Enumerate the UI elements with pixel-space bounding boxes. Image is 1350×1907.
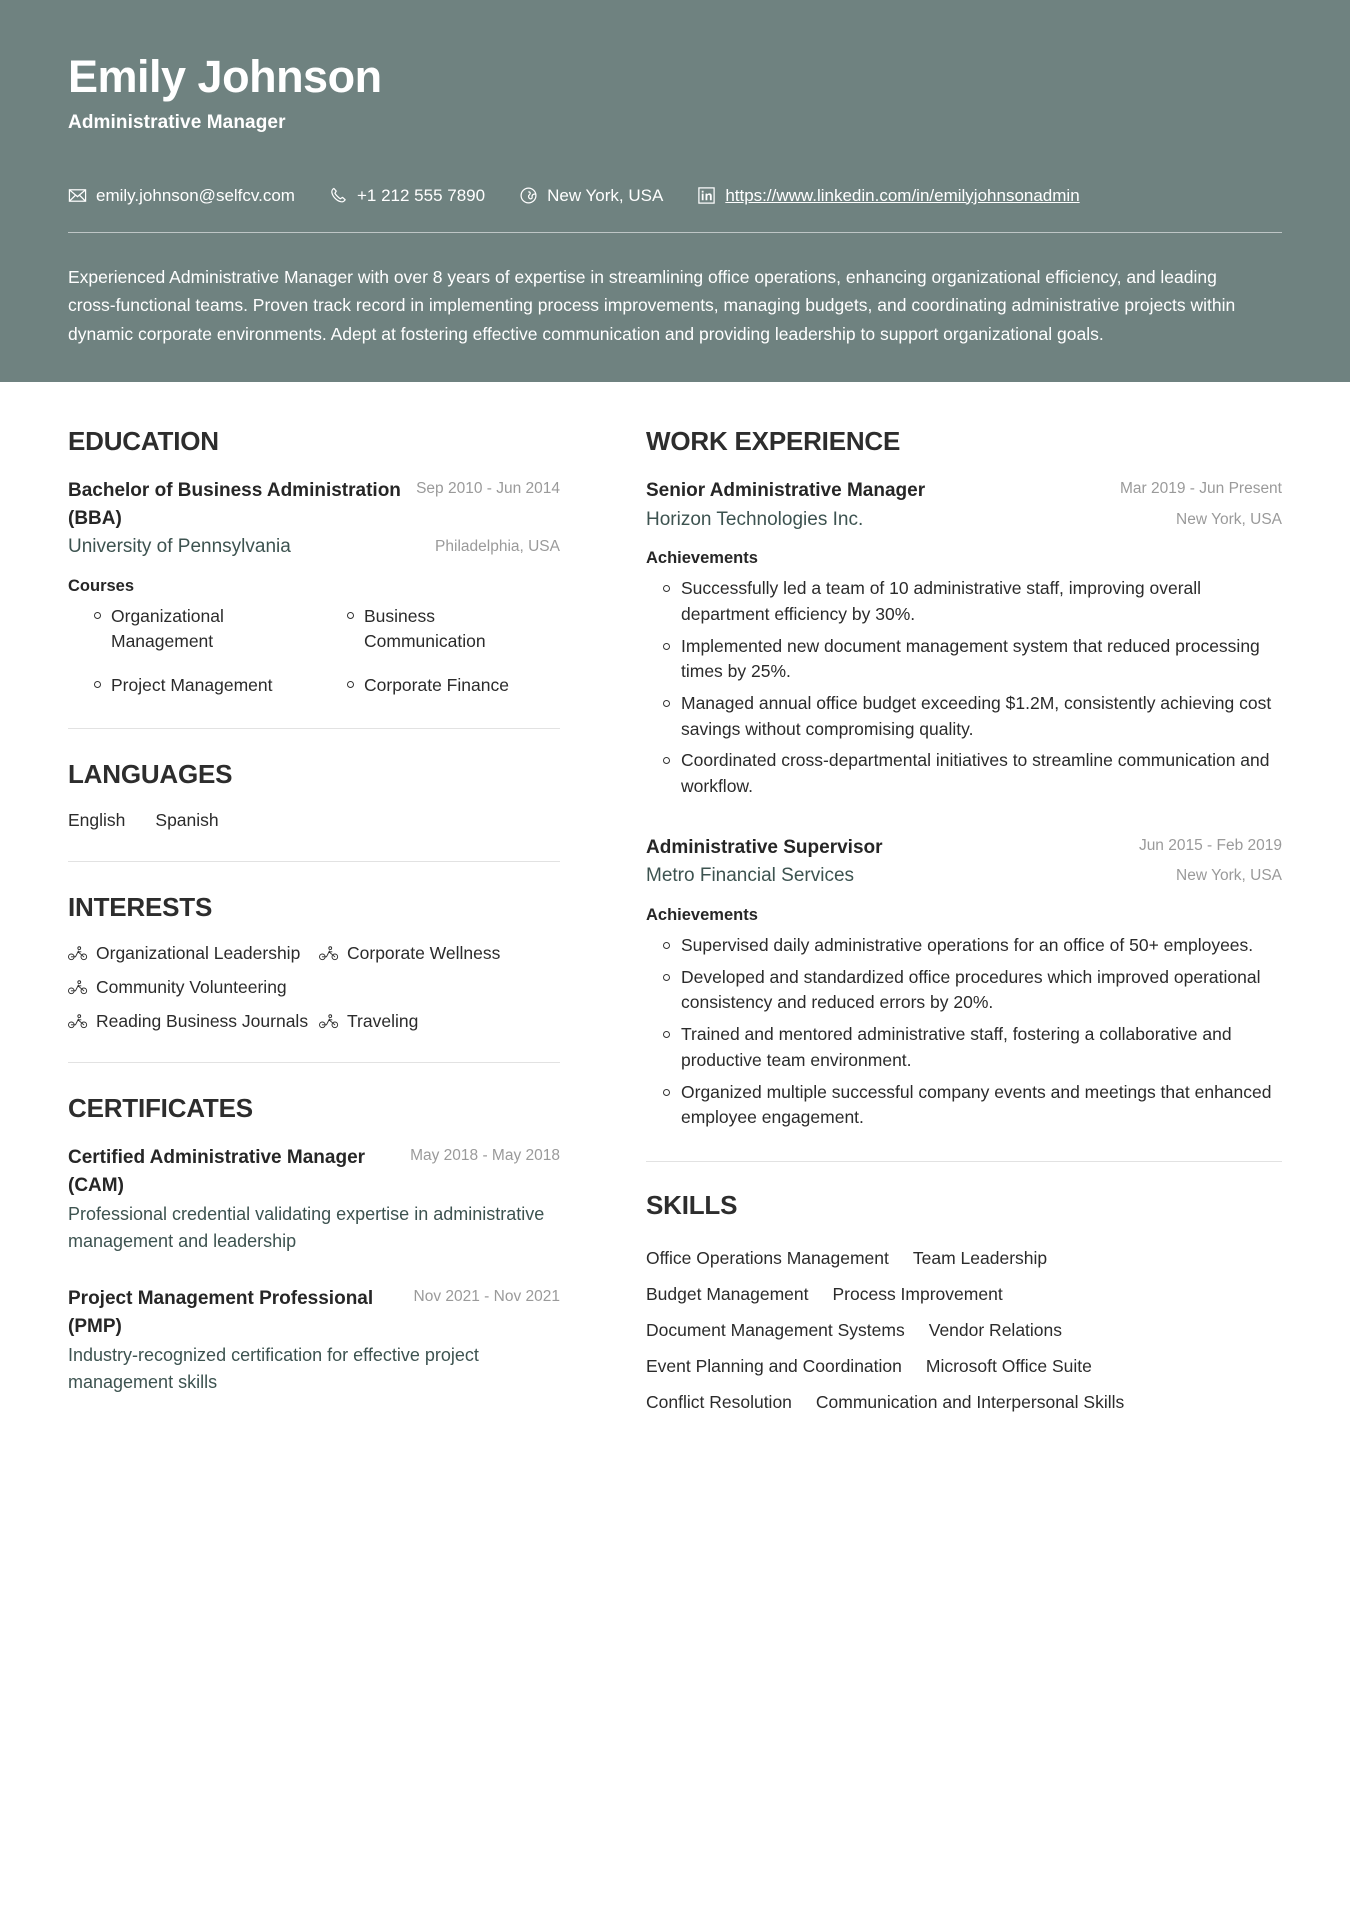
skill-item: Process Improvement [832,1283,1003,1304]
list-item-empty [319,977,560,998]
work-company: Metro Financial Services [646,865,855,887]
interest-label: Organizational Leadership [96,943,301,964]
list-item [646,691,1282,742]
cyclist-icon [319,946,339,962]
skill-item: Microsoft Office Suite [925,1355,1092,1376]
bullet-dot-icon [663,700,670,707]
resume-body [0,382,1350,1420]
interest-label: Traveling [347,1011,419,1032]
section-work-experience [646,426,1282,1131]
achievement-text: Supervised daily administrative operations for an office of 50+ employees. [681,934,1254,955]
contact-location-text: New York, USA [547,185,664,205]
left-column [68,426,578,1420]
cyclist-icon [68,980,88,996]
work-location: New York, USA [1176,510,1282,528]
work-company: Horizon Technologies Inc. [646,508,864,530]
bullet-dot-icon [663,757,670,764]
interest-label: Corporate Wellness [347,943,501,964]
achievement-text: Organized multiple successful company events and meetings that enhanced employee engagement. [681,1081,1272,1128]
section-certificates [68,1093,560,1396]
section-skills [646,1190,1282,1420]
work-date: Jun 2015 - Feb 2019 [1138,836,1282,854]
course-label: Project Management [111,675,273,696]
contact-phone[interactable] [329,186,485,206]
bullet-dot-icon [347,612,354,619]
contact-linkedin-text[interactable]: https://www.linkedin.com/in/emilyjohnsonadmin [725,185,1080,205]
bullet-dot-icon [663,643,670,650]
education-entry [68,477,560,698]
skill-item: Office Operations Management [646,1248,889,1269]
certificate-description: Industry-recognized certification for effective project management skills [68,1345,479,1393]
work-role: Senior Administrative Manager [646,480,926,502]
skill-item: Event Planning and Coordination [646,1355,902,1376]
section-languages [68,759,560,831]
contact-phone-text: +1 212 555 7890 [356,185,486,205]
courses-list [68,604,560,699]
language-item: Spanish [155,810,219,831]
cyclist-icon [68,1014,88,1030]
list-item [646,1022,1282,1073]
education-date: Sep 2010 - Jun 2014 [416,480,560,498]
job-title: Administrative Manager [68,111,286,133]
divider [68,1062,560,1063]
interest-label: Community Volunteering [96,977,287,998]
achievement-text: Developed and standardized office procedures which improved operational consistency and reduced errors by 20%. [681,966,1261,1013]
bullet-dot-icon [663,1089,670,1096]
section-title-certificates: CERTIFICATES [68,1093,253,1124]
work-role: Administrative Supervisor [646,836,883,858]
achievements-label: Achievements [646,549,758,568]
header-divider [68,232,1282,233]
course-label: Corporate Finance [364,675,509,696]
work-date: Mar 2019 - Jun Present [1120,480,1282,498]
cyclist-icon [319,1014,339,1030]
list-item [646,576,1282,627]
education-location: Philadelphia, USA [435,538,560,556]
achievements-label: Achievements [646,905,758,924]
achievement-text: Coordinated cross-departmental initiatives to streamline communication and workflow. [681,750,1270,797]
languages-list [68,810,560,831]
linkedin-icon [697,186,716,205]
certificate-date: Nov 2021 - Nov 2021 [413,1288,560,1306]
list-item [319,1011,560,1032]
skills-list [646,1241,1176,1420]
contact-row [68,186,1282,206]
divider [646,1161,1282,1162]
section-title-interests: INTERESTS [68,892,213,923]
skill-item: Budget Management [646,1283,809,1304]
cyclist-icon [68,946,88,962]
phone-icon [329,186,348,205]
page-title: Emily Johnson [68,51,382,102]
bullet-dot-icon [663,585,670,592]
section-title-languages: LANGUAGES [68,759,233,790]
language-item: English [68,810,126,831]
achievement-text: Managed annual office budget exceeding $1.2M, consistently achieving cost savings without compromising quality. [681,693,1272,739]
skill-item: Team Leadership [912,1248,1048,1269]
skill-item: Communication and Interpersonal Skills [815,1391,1125,1412]
divider [68,728,560,729]
list-item [68,1011,309,1032]
list-item [646,1080,1282,1131]
professional-summary: Experienced Administrative Manager with over 8 years of expertise in streamlining office operations, enhancing organizational efficiency, and leading cross-functional teams. Proven track record in implementing process improvements, managing budgets, and coordinating administrative projects within dynamic corporate environments. Adept at fostering effective communication and providing leadership to support organizational goals. [68,266,1236,344]
skill-item: Vendor Relations [928,1319,1063,1340]
certificate-entry [68,1144,560,1255]
certificate-description: Professional credential validating expertise in administrative management and leadership [68,1204,545,1252]
list-item [68,604,307,654]
education-school: University of Pennsylvania [68,536,291,558]
list-item [68,673,307,698]
certificate-entry [68,1285,560,1396]
section-interests [68,892,560,1032]
skill-item: Conflict Resolution [646,1391,792,1412]
list-item [646,933,1282,959]
list-item [321,604,560,654]
contact-linkedin[interactable] [697,186,1079,206]
contact-location[interactable] [519,186,663,206]
work-location: New York, USA [1176,867,1282,885]
list-item [646,748,1282,799]
interests-list [68,943,560,1032]
achievements-list [646,933,1282,1131]
location-globe-icon [519,186,538,205]
resume-header [0,0,1350,382]
certificate-name: Certified Administrative Manager (CAM) [68,1147,366,1196]
list-item [646,965,1282,1016]
work-entry [646,834,1282,1131]
achievement-text: Successfully led a team of 10 administrative staff, improving overall department efficiency by 30%. [681,578,1202,624]
interest-label: Reading Business Journals [96,1011,309,1032]
list-item [319,943,560,964]
courses-label: Courses [68,576,135,595]
list-item [68,943,309,964]
bullet-dot-icon [663,974,670,981]
contact-email[interactable] [68,186,295,206]
achievements-list [646,576,1282,800]
education-degree: Bachelor of Business Administration (BBA) [68,480,401,529]
achievement-text: Trained and mentored administrative staff, fostering a collaborative and productive team environment. [681,1024,1232,1070]
right-column [578,426,1282,1420]
course-label: Organizational Management [111,605,224,651]
skill-item: Document Management Systems [646,1319,905,1340]
contact-email-text: emily.johnson@selfcv.com [96,185,295,205]
envelope-icon [68,186,87,205]
section-title-work-experience: WORK EXPERIENCE [646,426,901,457]
section-title-education: EDUCATION [68,426,219,457]
bullet-dot-icon [663,942,670,949]
bullet-dot-icon [94,681,101,688]
bullet-dot-icon [347,681,354,688]
certificate-name: Project Management Professional (PMP) [68,1288,374,1337]
list-item [646,634,1282,685]
work-entry [646,477,1282,800]
certificate-date: May 2018 - May 2018 [410,1147,560,1165]
bullet-dot-icon [94,612,101,619]
list-item [321,673,560,698]
divider [68,861,560,862]
bullet-dot-icon [663,1031,670,1038]
achievement-text: Implemented new document management system that reduced processing times by 25%. [681,635,1260,682]
course-label: Business Communication [364,605,486,651]
section-education [68,426,560,698]
section-title-skills: SKILLS [646,1190,738,1221]
list-item [68,977,309,998]
